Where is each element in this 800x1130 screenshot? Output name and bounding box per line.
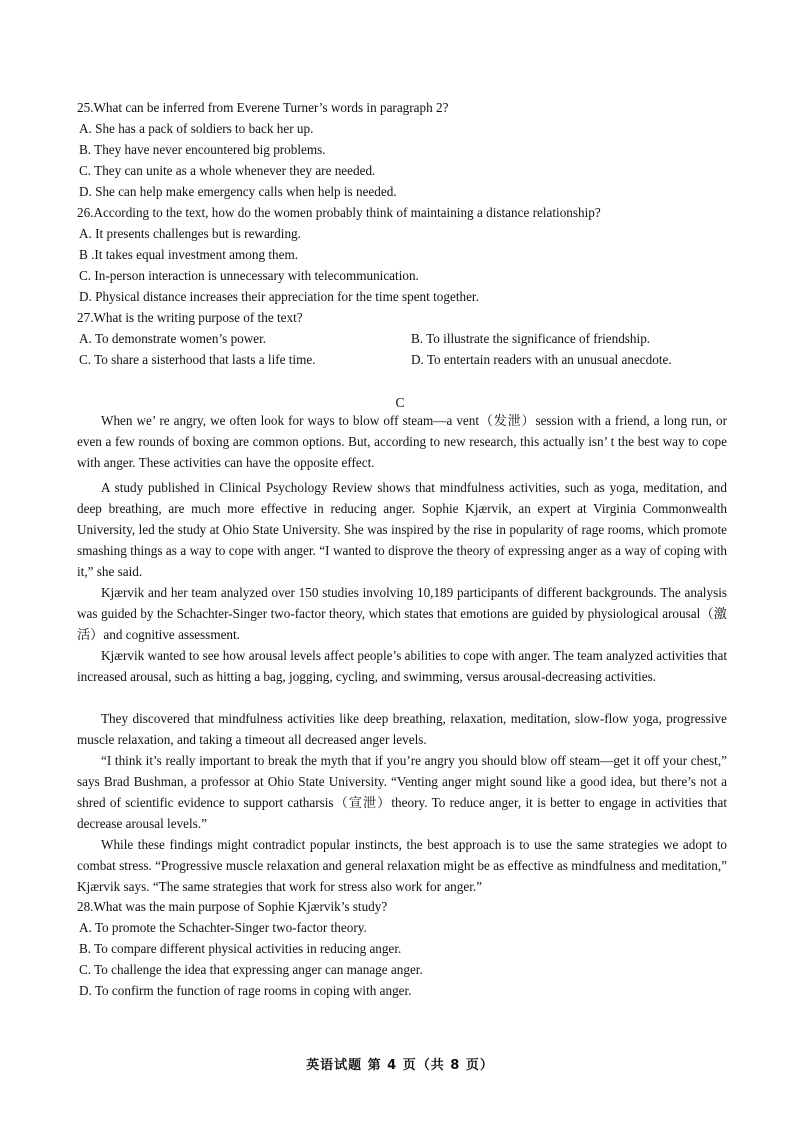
question-27-option-a: A. To demonstrate women’s power.: [79, 331, 267, 346]
passage-paragraph-3: Kjærvik and her team analyzed over 150 studies involving 10,189 participants of different backgrounds. The analysis was guided by the Schachter-Singer two-factor theory, which states that emotions are guided by physiological arousal（激活）and cognitive assessment.: [77, 585, 727, 642]
question-27-option-c: C. To share a sisterhood that lasts a life time.: [79, 352, 316, 367]
question-25-option-c: C. They can unite as a whole whenever they are needed.: [79, 163, 376, 178]
question-26-option-d: D. Physical distance increases their appreciation for the time spent together.: [79, 289, 479, 304]
passage-paragraph-1: When we’ re angry, we often look for ways to blow off steam—a vent（发泄）session with a friend, a long run, or even a few rounds of boxing are common options. But, according to new research, this actually isn’ t the best way to cope with anger. These activities can have the opposite effect.: [77, 413, 727, 470]
passage-paragraph-5: They discovered that mindfulness activities like deep breathing, relaxation, meditation, slow-flow yoga, progressive muscle relaxation, and taking a timeout all decreased anger levels.: [77, 711, 727, 747]
question-25-option-a: A. She has a pack of soldiers to back her up.: [79, 121, 314, 136]
section-label: C: [395, 395, 405, 410]
question-28-option-b: B. To compare different physical activities in reducing anger.: [79, 941, 402, 956]
question-25-option-b: B. They have never encountered big problems.: [79, 142, 326, 157]
question-26-option-a: A. It presents challenges but is rewarding.: [79, 226, 301, 241]
passage-paragraph-7: While these findings might contradict popular instincts, the best approach is to use the same strategies we adopt to combat stress. “Progressive muscle relaxation and general relaxation might be as effective as mindfulness and meditation,” Kjærvik says. “The same strategies that work for stress also work for anger.”: [77, 837, 727, 894]
question-28-stem: 28.What was the main purpose of Sophie Kjærvik’s study?: [77, 899, 388, 914]
question-28-option-a: A. To promote the Schachter-Singer two-factor theory.: [79, 920, 367, 935]
passage-paragraph-4: Kjærvik wanted to see how arousal levels affect people’s abilities to cope with anger. The team analyzed activities that increased arousal, such as hitting a bag, jogging, cycling, and swimming, versus arousal-decreasing activities.: [77, 648, 727, 684]
question-28-option-c: C. To challenge the idea that expressing anger can manage anger.: [79, 962, 423, 977]
passage-paragraph-2: A study published in Clinical Psychology Review shows that mindfulness activities, such as yoga, meditation, and deep breathing, are much more effective in reducing anger. Sophie Kjærvik, an expert at Virginia Commonwealth University, led the study at Ohio State University. She was inspired by the rise in popularity of rage rooms, which promote smashing things as a way to cope with anger. “I wanted to disprove the theory of expressing anger as a way of coping with it,” she said.: [77, 480, 727, 579]
question-27-stem: 27.What is the writing purpose of the text?: [77, 310, 303, 325]
passage-paragraph-6: “I think it’s really important to break the myth that if you’re angry you should blow off steam—get it off your chest,” says Brad Bushman, a professor at Ohio State University. “Venting anger might sound like a good idea, but there’s not a shred of scientific evidence to support catharsis（宣泄）theory. To reduce anger, it is better to engage in activities that decrease arousal levels.”: [77, 753, 727, 831]
question-28-option-d: D. To confirm the function of rage rooms in coping with anger.: [79, 983, 412, 998]
question-26-option-c: C. In-person interaction is unnecessary with telecommunication.: [79, 268, 419, 283]
question-26-stem: 26.According to the text, how do the women probably think of maintaining a distance relationship?: [77, 205, 601, 220]
question-26-option-b: B .It takes equal investment among them.: [79, 247, 299, 262]
page-footer: 英语试题 第 4 页（共 8 页）: [306, 1058, 494, 1073]
question-27-option-b: B. To illustrate the significance of friendship.: [411, 331, 651, 346]
question-25-option-d: D. She can help make emergency calls when help is needed.: [79, 184, 397, 199]
question-27-option-d: D. To entertain readers with an unusual anecdote.: [411, 352, 672, 367]
question-25-stem: 25.What can be inferred from Everene Turner’s words in paragraph 2?: [77, 100, 449, 115]
